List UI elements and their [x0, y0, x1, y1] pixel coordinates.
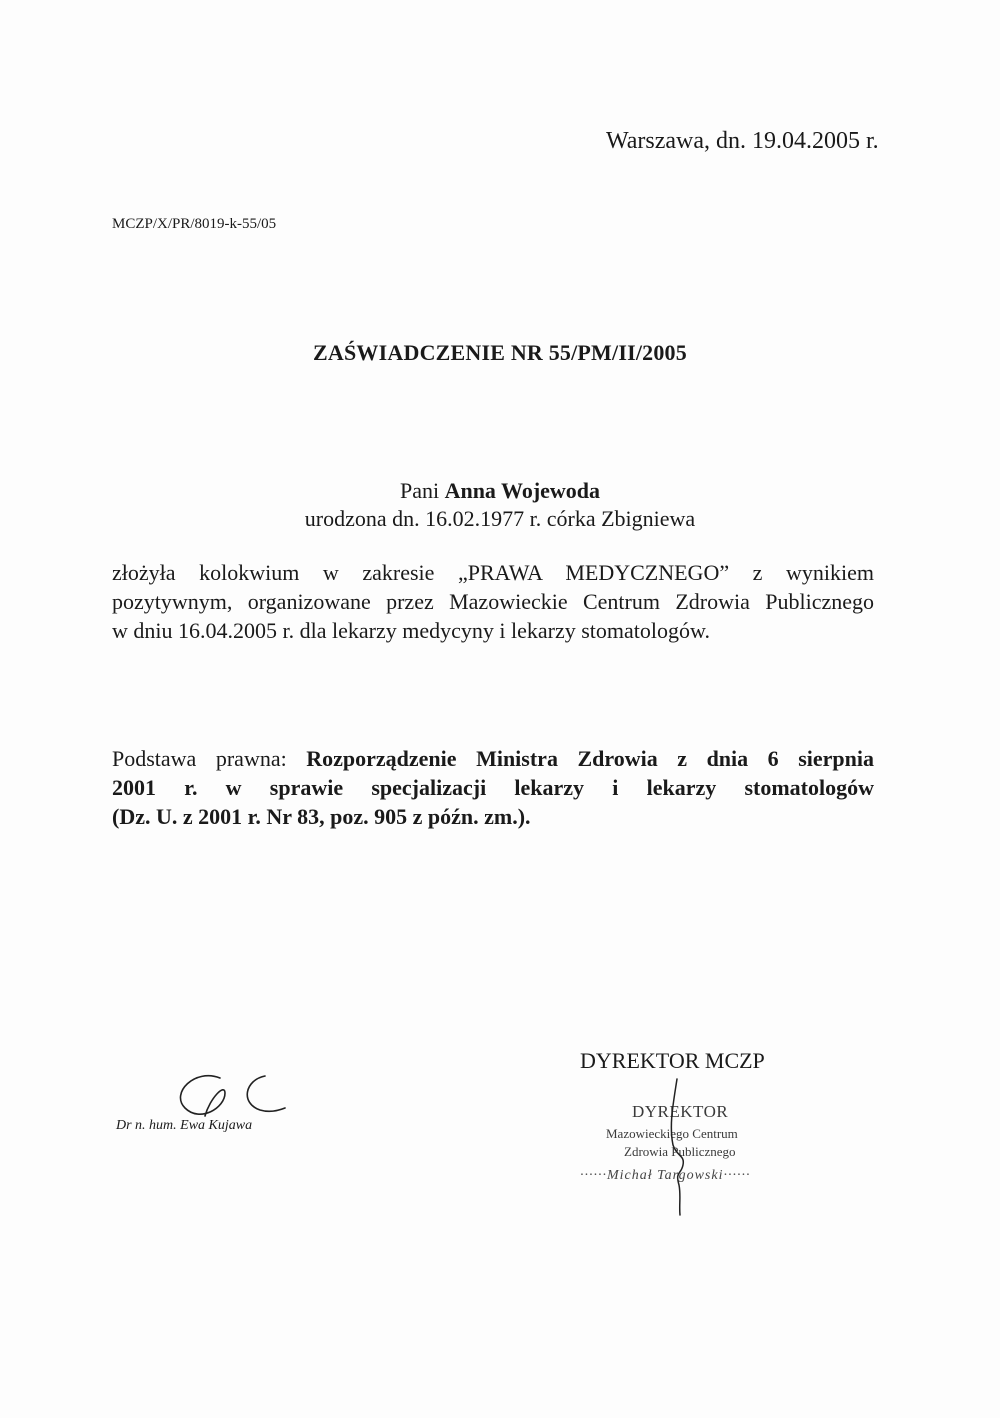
place-date: Warszawa, dn. 19.04.2005 r. [606, 128, 879, 154]
stamp-institution-line: Mazowieckiego Centrum [606, 1126, 738, 1141]
body-line: pozytywnym, organizowane przez Mazowieckie Centrum Zdrowia Publicznego [112, 589, 874, 614]
body-paragraph [112, 558, 874, 645]
legal-basis-line: (Dz. U. z 2001 r. Nr 83, poz. 905 z późn. zm.). [112, 804, 531, 829]
recipient-salutation: Pani [399, 478, 440, 503]
reference-number: MCZP/X/PR/8019-k-55/05 [112, 216, 277, 232]
body-line: w dniu 16.04.2005 r. dla lekarzy medycyny i lekarzy stomatologów. [112, 618, 710, 643]
legal-basis-paragraph [112, 744, 874, 831]
stamp-institution-line: Zdrowia Publicznego [624, 1144, 736, 1159]
legal-basis-line [112, 744, 874, 773]
legal-basis-line: 2001 r. w sprawie specjalizacji lekarzy i lekarzy stomatologów [112, 775, 874, 800]
director-signature-scribble [655, 1075, 705, 1220]
director-title: DYREKTOR MCZP [580, 1048, 765, 1073]
legal-basis-label: Podstawa prawna: [112, 746, 287, 771]
stamp-title: DYREKTOR [632, 1102, 729, 1121]
left-signatory-name: Dr n. hum. Ewa Kujawa [116, 1118, 253, 1133]
recipient-birth-info: urodzona dn. 16.02.1977 r. córka Zbigniewa [304, 506, 696, 531]
legal-basis-text: Rozporządzenie Ministra Zdrowia z dnia 6 sierpnia [306, 746, 874, 771]
document-title: ZAŚWIADCZENIE NR 55/PM/II/2005 [313, 340, 687, 365]
body-line: złożyła kolokwium w zakresie „PRAWA MEDYCZNEGO” z wynikiem [112, 560, 874, 585]
recipient-line [0, 478, 1000, 504]
recipient-name: Anna Wojewoda [444, 478, 601, 503]
stamp-name: ······Michał Targowski······ [580, 1168, 751, 1183]
